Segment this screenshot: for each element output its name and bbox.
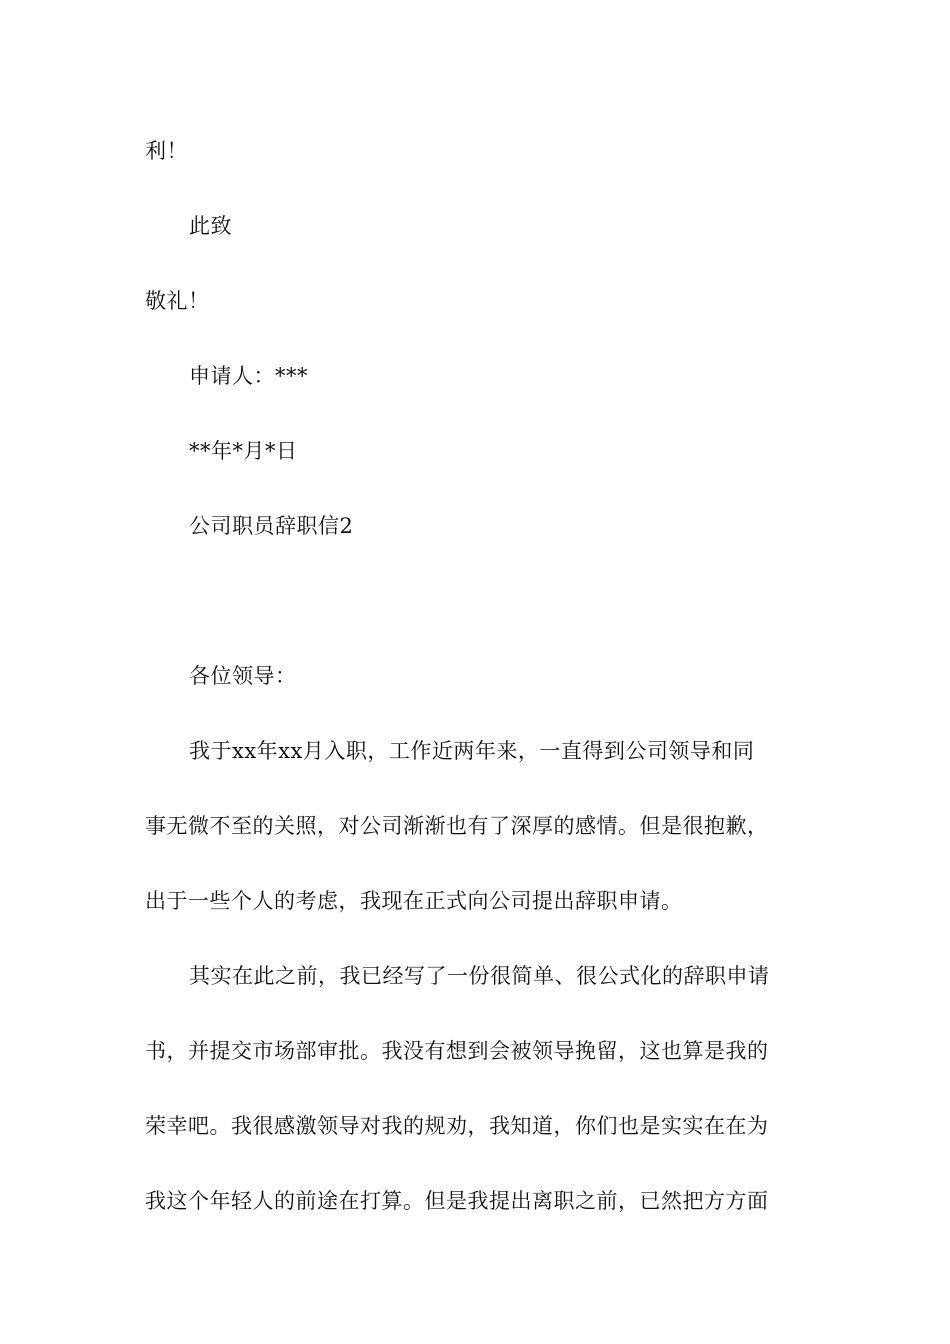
text-line-greeting: 各位领导： [189,664,297,688]
paragraph-line: 书，并提交市场部审批。我没有想到会被领导挽留，这也算是我的 [145,1039,769,1063]
paragraph-line: 其实在此之前，我已经写了一份很简单、很公式化的辞职申请 [189,964,770,988]
text-line-1: 利！ [145,139,188,163]
paragraph-line: 我这个年轻人的前途在打算。但是我提出离职之前，已然把方方面 [145,1189,769,1213]
text-line-closing: 此致 [189,214,232,238]
paragraph-line: 我于xx年xx月入职，工作近两年来，一直得到公司领导和同 [189,739,755,763]
text-line-date: **年*月*日 [189,439,298,463]
paragraph-line: 事无微不至的关照，对公司渐渐也有了深厚的感情。但是很抱歉， [145,814,769,838]
paragraph-line: 出于一些个人的考虑，我现在正式向公司提出辞职申请。 [145,889,683,913]
section-title: 公司职员辞职信2 [189,514,354,538]
text-line-applicant: 申请人：*** [189,364,308,388]
paragraph-line: 荣幸吧。我很感激领导对我的规劝，我知道，你们也是实实在在为 [145,1114,769,1138]
text-line-salute: 敬礼！ [145,289,210,313]
